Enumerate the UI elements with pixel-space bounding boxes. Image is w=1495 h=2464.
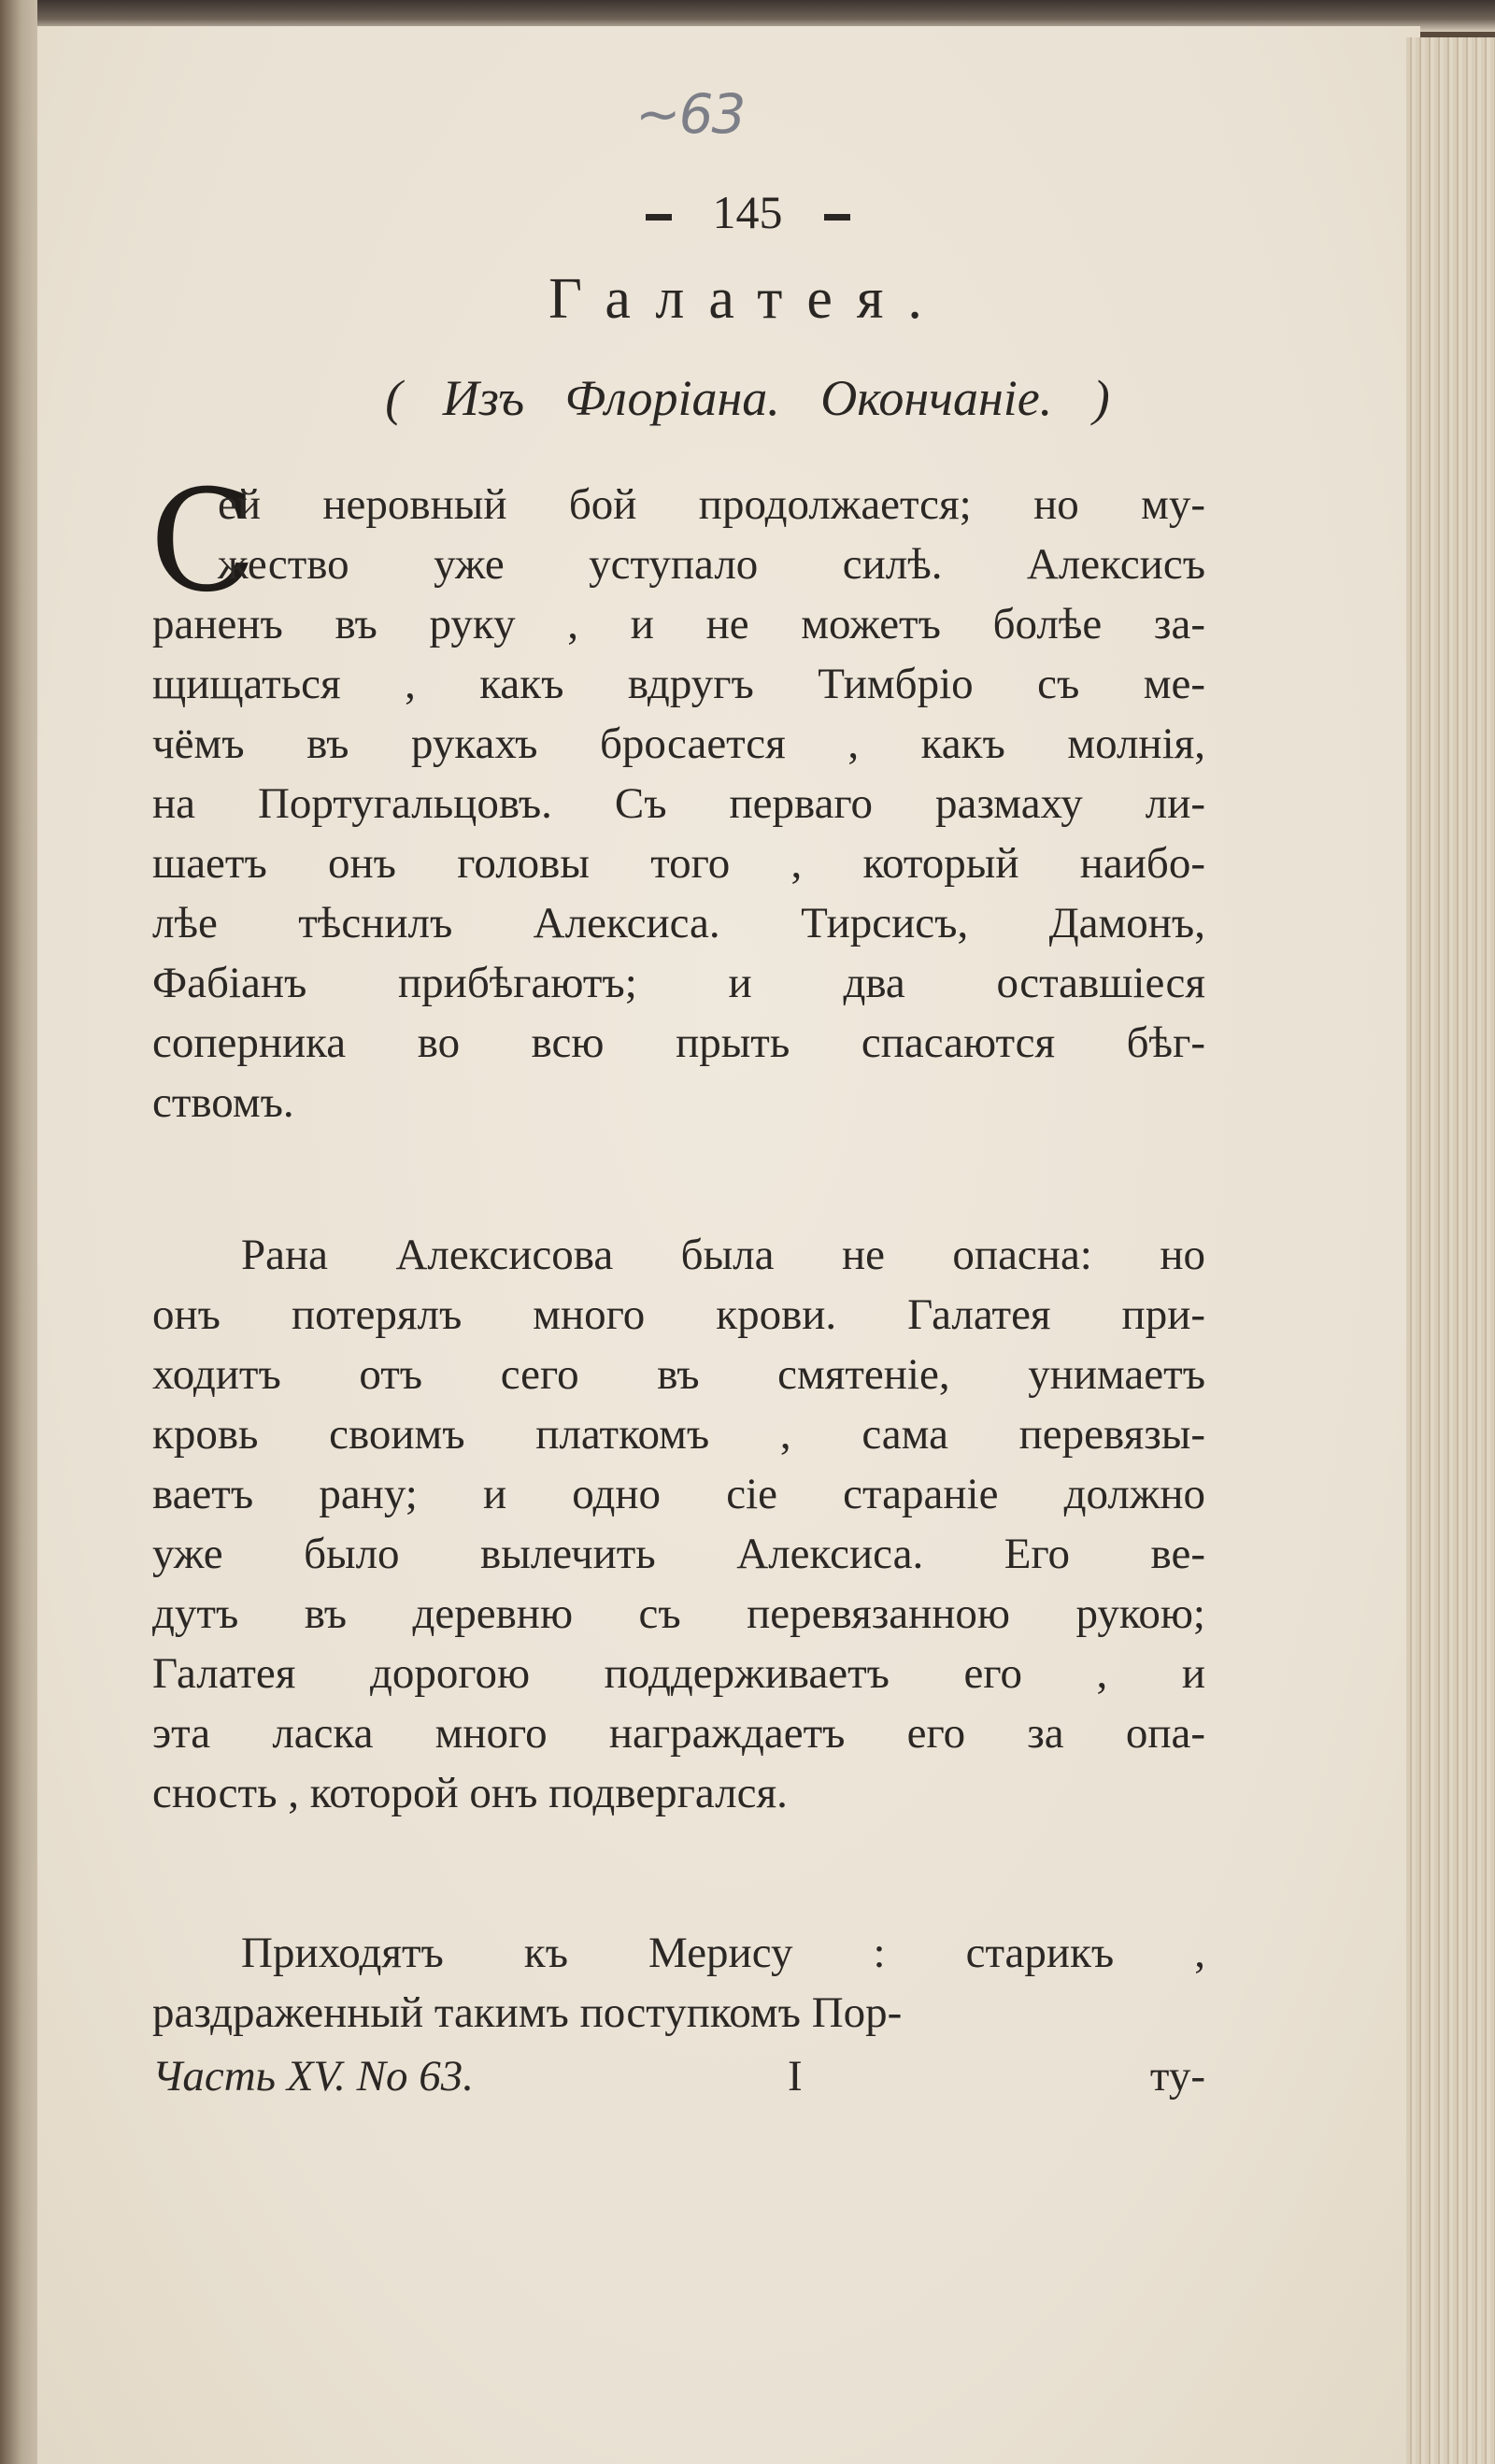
text-line: раненъ въ руку , и не можетъ болѣе за- [152, 600, 1205, 648]
text-line: раздраженный такимъ поступкомъ Пор- [152, 1988, 903, 2037]
text-line: лѣе тѣснилъ Алексиса. Тирсисъ, Дамонъ, [152, 899, 1205, 947]
page-title: Галатея. [548, 267, 947, 331]
text-line: ваетъ рану; и одно сіе стараніе должно [152, 1470, 1205, 1518]
text-line: жество уже уступало силѣ. Алексисъ [218, 540, 1205, 589]
text-line: Галатея дорогою поддерживаетъ его , и [152, 1649, 1205, 1698]
text-line: щищаться , какъ вдругъ Тимбріо съ ме- [152, 660, 1205, 708]
paragraph-2 [152, 1225, 1205, 1823]
text-line: уже было вылечить Алексиса. Его ве- [152, 1530, 1205, 1578]
paragraph-3 [152, 1923, 1205, 2043]
text-line: онъ потерялъ много крови. Галатея при- [152, 1290, 1205, 1339]
dash-left [646, 214, 672, 221]
text-line: соперника во всю прыть спасаются бѣг- [152, 1018, 1205, 1067]
text-line: на Португальцовъ. Съ перваго размаху ли- [152, 779, 1205, 828]
paragraph-1 [152, 475, 1205, 1132]
text-line: чёмъ въ рукахъ бросается , какъ молнія, [152, 719, 1205, 768]
text-line: Приходятъ къ Мерису : старикъ , [241, 1929, 1205, 1977]
handwritten-note: ~63 [635, 82, 745, 146]
dash-right [824, 214, 850, 221]
text-line: ходитъ отъ сего въ смятеніе, унимаетъ [152, 1350, 1205, 1399]
sheet-mark: I [788, 2052, 803, 2101]
page-footer [152, 2046, 1205, 2106]
drop-cap: С [150, 461, 257, 623]
catchword: ту- [1149, 2052, 1205, 2101]
text-line: шаетъ онъ головы того , который наибо- [152, 839, 1205, 888]
text-line: ствомъ. [152, 1078, 294, 1127]
subtitle: ( Изъ Флоріана. Окончаніе. ) [385, 370, 1110, 426]
page-number-text: 145 [712, 186, 783, 238]
page-number [0, 185, 1495, 239]
text-line: Фабіанъ прибѣгаютъ; и два оставшіеся [152, 959, 1205, 1007]
signature-mark: Часть XV. No 63. [152, 2052, 475, 2101]
text-line: кровь своимъ платкомъ , сама перевязы- [152, 1410, 1205, 1459]
text-line: сность , которой онъ подвергался. [152, 1769, 788, 1817]
text-line: дутъ въ деревню съ перевязанною рукою; [152, 1589, 1205, 1638]
text-line: ей неровный бой продолжается; но му- [218, 480, 1205, 529]
text-line: эта ласка много награждаетъ его за опа- [152, 1709, 1205, 1758]
text-line: Рана Алексисова была не опасна: но [241, 1231, 1205, 1279]
